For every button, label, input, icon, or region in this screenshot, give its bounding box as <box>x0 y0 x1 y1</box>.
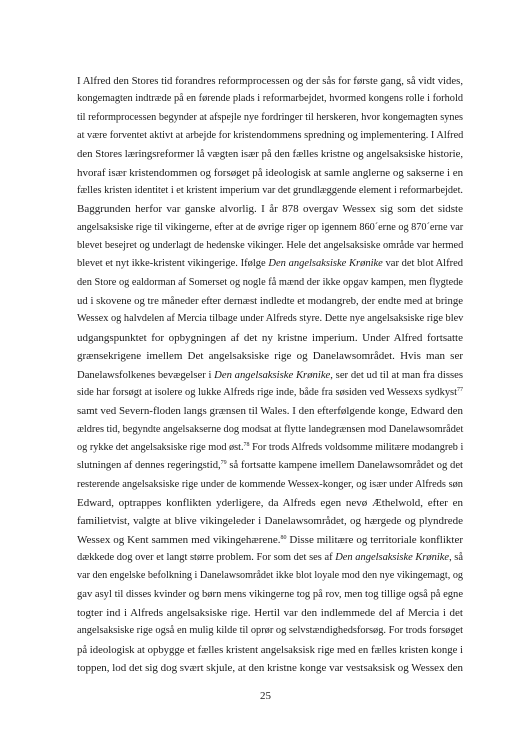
text-line: den Stores læringsreformer lå vægten især på den fælles kristne og angelsaksiske historie, <box>77 148 464 161</box>
source-title: Den angelsaksiske Krønike <box>335 551 450 563</box>
footnote-ref[interactable]: 77 <box>457 386 463 393</box>
text-line: angelsaksiske rige til vikingerne, efter at de øvrige riger op igennem 860´erne og 870´erne var <box>77 221 464 233</box>
source-title: Den angelsaksiske Krønike <box>268 258 383 270</box>
text-line: angelsaksiske rige også en mulig kilde til oprør og selvstændighedsforsøg. For trods forsøget <box>77 625 463 637</box>
text-line: side har forsøgt at isolere og lukke Alfreds rige inde, både fra søsiden ved Wessexs sydkyst$^{77}$ <box>77 386 463 398</box>
text-line: blevet besejret og underlagt de hedenske vikinger. Hele det angelsaksiske område var hermed <box>77 240 464 252</box>
text-line: var den engelske befolkning i Danelawsområdet ikke blot loyale mod den nye vikingemagt, og <box>77 570 463 582</box>
page-number: 25 <box>260 690 271 702</box>
text-line: dækkede dog over et langt større problem. For som det ses af Den angelsaksiske Krønike, så <box>77 551 464 563</box>
text-line: resterende angelsaksiske rige under de kommende Wessex-konger, og især under Alfreds søn <box>77 478 463 490</box>
text-line: togter ind i Alfreds angelsaksiske rige. Hertil var den indlemmede del af Mercia i det <box>77 606 463 619</box>
text-line: udgangspunktet for opbygningen af det ny kristne imperium. Under Alfred fortsatte <box>77 331 463 344</box>
text-line: Wessex og Kent sammen med vikingehærene.$^{80}$ Disse militære og territoriale konflikter <box>77 533 463 546</box>
text-line: hvoraf især kristendommen og forsøget på ideologisk at samle anglerne og sakserne i en <box>77 166 464 179</box>
text-line: I Alfred den Stores tid forandres reformprocessen og der sås for første gang, så vidt vides, <box>77 75 463 87</box>
footnote-ref[interactable]: 79 <box>220 460 227 467</box>
footnote-ref[interactable]: 80 <box>280 534 287 541</box>
text-line: slutningen af dennes regeringstid,$^{79}$ så fortsatte kampene imellem Danelawsområdet og det <box>77 460 464 472</box>
text-line: til reformprocessen begynder at afspejle nye fordringer til herskeren, hvor kongemagten synes <box>77 111 463 123</box>
text-line: den Store og ealdorman af Somerset og nogle få mænd der ikke opgav kampen, men flygtede <box>77 276 463 288</box>
text-line: ud i skovene og tre måneder efter dernæst indledte et modangreb, der endte med at bringe <box>77 295 463 308</box>
text-line: samt ved Severn-floden langs grænsen til Wales. I den efterfølgende konge, Edward den <box>77 405 463 418</box>
text-line: grænsekrigene imellem Det angelsaksiske rige og Danelawsområdet. Hvis man ser <box>77 350 463 363</box>
text-line: fælles kristen identitet i et kristent imperium var det grundlæggende element i reformarbejdet. <box>77 185 463 197</box>
text-line: at være forventet aktivt at arbejde for kristendommens spredning og implementering. I Alfred <box>77 130 464 142</box>
text-line: blevet et nyt ikke-kristent vikingerige. Ifølge Den angelsaksiske Krønike var det blot Alfred <box>77 258 464 270</box>
text-line: familietvist, valgte at blive vikingeleder i Danelawsområdet, og hærgede og plyndrede <box>77 515 463 528</box>
text-line: gav asyl til disses kvinder og børn mens vikingerne tog på rov, men tog tillige også på egne <box>77 588 463 600</box>
text-line: og rykke det angelsaksiske rige mod øst.$^{78}$ For trods Alfreds voldsomme militære modangreb i <box>77 441 464 453</box>
text-line: toppen, lod det sig dog svært skjule, at den kristne konge var vestsaksisk og Wessex den <box>77 662 463 674</box>
footnote-ref[interactable]: 78 <box>243 441 250 448</box>
text-line: kongemagten indtræde på en førende plads i reformarbejdet, hvormed kongens rolle i forhold <box>77 93 463 105</box>
text-line: Baggrunden herfor var ganske alvorlig. I år 878 overgav Wessex sig som det sidste <box>77 203 463 216</box>
text-line: ældres tid, begyndte angelsakserne dog modsat at flytte landegrænsen mod Danelawsområdet <box>77 423 464 435</box>
body-paragraph <box>77 72 463 677</box>
text-line: Danelawsfolkenes bevægelser i Den angelsaksiske Krønike, ser det ud til at man fra disses <box>77 368 463 381</box>
text-line: på ideologisk at opbygge et fælles kristent angelsaksisk rige med en fælles kristen konge i <box>77 643 463 656</box>
text-line: Edward, optrappes konflikten yderligere, da Alfreds egen nevø Æthelwold, efter en <box>77 496 463 509</box>
text-line: Wessex og halvdelen af Mercia tilbage under Alfreds styre. Dette nye angelsaksiske rige blev <box>77 313 464 325</box>
source-title: Den angelsaksiske Krønike <box>214 368 331 381</box>
